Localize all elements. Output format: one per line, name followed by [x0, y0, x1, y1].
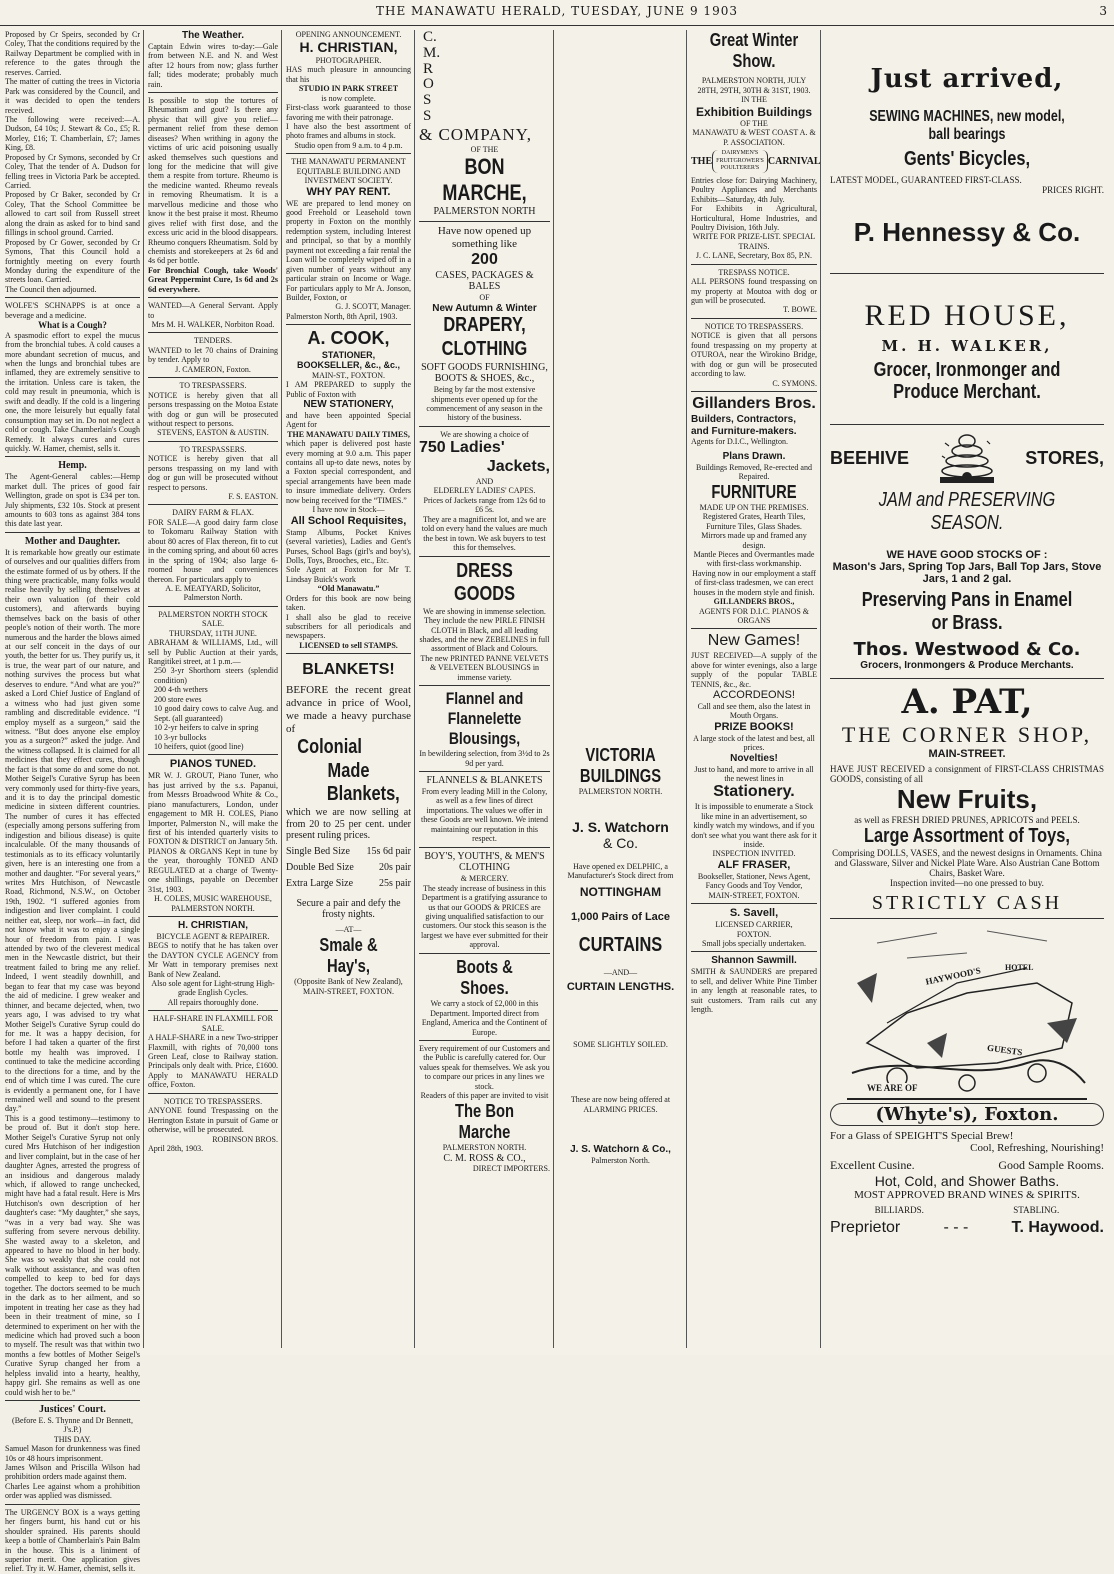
- made-line: MADE UP ON THE PREMISES.: [699, 502, 809, 512]
- cases-line: CASES, PACKAGES & BALES: [435, 269, 534, 293]
- justices-case: Samuel Mason for drunkenness was fined 10s or 48 hours imprisonment.: [5, 1444, 140, 1463]
- curtains-heading: CURTAINS: [578, 933, 663, 956]
- wanted-name: Mrs M. H. WALKER, Norbiton Road.: [151, 320, 275, 330]
- pn-line: PALMERSTON NORTH: [433, 205, 536, 217]
- jam-line: JAM and PRESERVING SEASON.: [878, 489, 1056, 534]
- jh-text: Just to hand, and more to arrive in all the newest lines in: [694, 764, 814, 783]
- wolfe-note: WOLFE'S SCHNAPPS is at once a beverage and a medicine.: [5, 301, 140, 320]
- carnival-word: CARNIVAL: [767, 155, 821, 167]
- fresh-line: as well as FRESH DRIED PRUNES, APRICOTS and PEELS.: [854, 815, 1080, 825]
- hemp-heading: Hemp.: [58, 460, 87, 472]
- soiled-line: SOME SLIGHTLY SOILED.: [573, 1039, 668, 1049]
- watchorn-heading: J. S. Watchorn: [572, 818, 669, 835]
- readers-text: Readers of this paper are invited to visit: [420, 1091, 549, 1101]
- cook-text: Sole Agent at Foxton for Mr T. Lindsay Buick's work: [286, 565, 411, 584]
- stock-item: 10 3-yr bullocks: [154, 732, 207, 742]
- column-rule: [553, 30, 554, 1348]
- inspection-line: INSPECTION INVITED.: [712, 849, 796, 859]
- dress-goods-heading: DRESS GOODS: [453, 559, 516, 606]
- trespass-notice: NOTICE is hereby given that all persons trespassing on my land with dog or gun will be prosecuted without respect to persons.: [148, 454, 278, 492]
- fraser-text: Bookseller, Stationer, News Agent, Fancy Goods and Toy Vendor,: [697, 871, 811, 891]
- stationery-heading: Stationery.: [713, 783, 795, 801]
- corner-heading: THE CORNER SHOP,: [841, 722, 1093, 747]
- column-7: [822, 30, 1112, 1348]
- the-word: THE: [691, 155, 713, 167]
- carnival-brace: [712, 150, 768, 173]
- hotel-sign: HAYWOOD'S: [924, 965, 982, 987]
- nottingham-line: NOTTINGHAM: [579, 884, 662, 899]
- council-para: The Council then adjourned.: [5, 284, 97, 294]
- billiards-text: BILLIARDS.: [874, 1205, 924, 1215]
- school-heading: All School Requisites,: [290, 514, 407, 527]
- opening-text: is now complete.: [321, 93, 376, 103]
- speights-line: For a Glass of SPEIGHT'S Special Brew!: [830, 1130, 1014, 1142]
- toys-heading: Large Assortment of Toys,: [864, 825, 1070, 847]
- made-line: Made: [327, 759, 370, 782]
- pairs-line: 1,000 Pairs of Lace: [570, 910, 671, 923]
- trespass-heading: TO TRESPASSERS.: [179, 444, 247, 454]
- smale-address: MAIN-STREET, FOXTON.: [302, 986, 395, 996]
- justices-case: Charles Lee against whom a prohibition order was applied was dismissed.: [5, 1481, 140, 1501]
- column-6: [688, 30, 820, 1348]
- letter: S: [423, 107, 432, 124]
- size-label: Extra Large Size: [286, 877, 354, 889]
- savell-text: Small jobs specially undertaken.: [702, 939, 806, 949]
- rheumo-ad: Is possible to stop the tortures of Rheumatism and gout? Is there any physic that will give you relief—permanent relief from these demon diseases? When writhing in agony the victims of uric acid poisoning usually asked themselves such questions and long for the medicine that will give them a respite from torture. Rheumo is the medicine wanted. Rheumo reveals in removing Rheumatism. It is a marvellous medicine and those who know it the best praise it most. Rheumo gives relief with first dose, and the excess uric acid in the blood disappears. Rheumo conquers Rheumatism. Sold by chemists and storekeepers at 2s 6d and 4s 6d per bottle.: [148, 95, 278, 266]
- carry-text: We carry a stock of £2,000 in this Department. Imported direct from England, America and the Continent of Europe.: [421, 999, 548, 1037]
- photographer-name: H. CHRISTIAN,: [299, 39, 398, 56]
- cough-article: A spasmodic effort to expel the mucus from the bronchial tubes. A cold causes a more abundant secretion of mucus, and when the lungs and bronchial tubes are inflamed, they are extremely sensitive to the irritation. Unless care is taken, the cold may result in pneumonia, which is swift and deadly. If the cold is a lingering one, the more leisurely but equally fatal consumption may set in. Do not neglect a cold or cough. Take Chamberlain's Cough Remedy. It always cures and cures quickly. W. Hamer, chemist, sells it.: [5, 330, 140, 453]
- fruits-heading: New Fruits,: [896, 784, 1038, 814]
- gillanders-agents: Agents for D.I.C., Wellington.: [691, 437, 788, 447]
- wines-line: MOST APPROVED BRAND WINES & SPIRITS.: [854, 1189, 1080, 1201]
- justices-case: James Wilson and Priscilla Wilson had prohibition orders made against them.: [5, 1463, 140, 1482]
- jars-line: Mason's Jars, Spring Top Jars, Ball Top Jars, Stove Jars, 1 and 2 gal.: [832, 561, 1102, 585]
- just-arrived-heading: Just arrived,: [870, 64, 1064, 94]
- brace-item: POULTERER'S: [720, 165, 760, 172]
- being-text: Being by far the most extensive shipments ever opened up for the commencement of any season in the history of the business.: [426, 385, 543, 423]
- reg-text: Registered Grates, Hearth Tiles, Furniture Tiles, Glass Shades.: [702, 512, 806, 531]
- christian-heading: H. CHRISTIAN,: [178, 919, 248, 931]
- flannel-heading: Flannel and Flannelette Blousings,: [445, 689, 524, 749]
- column-rule: [414, 30, 415, 1348]
- mother-article: It is remarkable how greatly our estimate of ourselves and our qualities differs from the estimate formed of us by others. If the thing were practicable, many folks would realise heavily by selling themselves at their own valuation (of their cold customers), and afterwards buying themselves back on the basis of other people's notion of their worth. The more numerous and the harder the blows aimed at our self conceit in the days of our youth, the better for us. They purify us, it is true, the wear part of our nature, and nothing survives the process but what deserves to endure. “And what are you?” asked a Lord Chief Justice of England of a witness who had just given some rambling and discreditable evidence. “I employ myself as a surgeon,” said the witness. “But does anyone else employ you as a surgeon?” asked the judge. And the witness collapsed. It is claimed for all medicines that they effect cures, though the fact is that some do and some do not. Mother Seigel's Curative Syrup has been very commonly used for thirty-five years, and it is to day the principal domestic medicine in sixteen different countries. The number of cures it has effected (especially among persons suffering from indigestion and bilious disease) is quite incalculable. Of the many thousands of testimonials as to its efficacy voluntarily given, here is an interesting one from a mother and daughter. “For several years,” writes Mrs Hutchison, of Newcastle Road, Richmond, N.S.W., on October 19th, 1902. “I suffered agonies from indigestion and liver complaint. I could neither eat, sleep, nor work—in fact, did not know what it was to enjoy a single hour of freedom from pain. I was attended by two of the cleverest medical men in the Newcastle district, but their treatment failed to bring me any relief. Indeed, I went steadily downhill, and began to fear that my case was beyond the aid of medicine. I grew weaker and thinner, and became dejected, when, two years ago, I was advised to try what Mother Seigel's Curative Syrup could do for me. It was a happy decision, for before I had taken a quarter of the first bottle my health was improved. I continued to take the medicine according to the directions for a time, and by the end of which time I was cured. The cure is evidently a permanent one, for I have remained well and sound to the present day.”: [5, 547, 140, 1114]
- cook-text: and have been appointed Special Agent for: [286, 410, 411, 430]
- piano-name: H. COLES, MUSIC WAREHOUSE, PALMERSTON NORTH.: [154, 894, 272, 913]
- westwood-heading: Thos. Westwood & Co.: [853, 639, 1081, 660]
- letter: R: [423, 60, 434, 77]
- trespass-name: ROBINSON BROS.: [212, 1134, 278, 1144]
- count-200: 200: [471, 250, 498, 268]
- accordeons-heading: ACCORDEONS!: [713, 689, 795, 702]
- christian-ad: BEGS to notify that he has taken over the DAYTON CYCLE AGENCY from Mr Watt in temporary premises next Bank of New Zealand.: [148, 941, 278, 979]
- column-3: [283, 30, 414, 1348]
- fraser-heading: ALF FRASER,: [717, 858, 791, 871]
- rent-name: G. J. SCOTT, Manager.: [335, 302, 411, 312]
- justices-sub: (Before E. S. Thynne and Dr Bennett, J's.P.): [12, 1415, 133, 1435]
- opening-hours: Studio open from 9 a.m. to 4 p.m.: [294, 140, 403, 150]
- society-heading: THE MANAWATU PERMANENT EQUITABLE BUILDING AND INVESTMENT SOCIETY.: [291, 157, 406, 186]
- column-4: [416, 30, 553, 1348]
- dairy-heading: DAIRY FARM & FLAX.: [172, 508, 254, 518]
- guests-word: GUESTS: [986, 1042, 1024, 1058]
- write-line: WRITE FOR PRIZE-LIST. SPECIAL TRAINS.: [692, 232, 816, 251]
- showing-line: We are showing a choice of: [440, 429, 529, 439]
- rent-date: Palmerston North, 8th April, 1903.: [286, 311, 398, 321]
- agents-line: AGENTS FOR D.I.C. PIANOS & ORGANS: [698, 606, 809, 625]
- pat-heading: A. PAT,: [901, 682, 1033, 722]
- hotel-illustration: [847, 923, 1087, 1099]
- savell-heading: S. Savell,: [729, 907, 779, 920]
- we-are-of: WE ARE OF: [867, 1083, 918, 1093]
- hennessy-heading: P. Hennessy & Co.: [853, 217, 1081, 247]
- ross-line: C. M. ROSS & CO.,: [443, 1152, 526, 1164]
- secure-line: Secure a pair and defy the frosty nights.: [296, 897, 401, 921]
- stamps-line: LICENSED to sell STAMPS.: [299, 640, 398, 650]
- cook-text: Orders for this book are now being taken.: [286, 593, 411, 613]
- winter-show-heading: Great Winter Show.: [709, 30, 799, 72]
- bon-marche-footer: The Bon Marche: [454, 1100, 515, 1142]
- column-5: [555, 30, 686, 1348]
- stock-item: 200 4-th wethers: [154, 685, 208, 695]
- mother-article-2: This is a good testimony—testimony to be proud of. But it don't stop here. Mother Seigel's Curative Syrup not only cured Mrs Hutchison of her indigestion and liver complaint, but in the case of her daughter Agnes, arrested the progress of an insidious and dangerous malady which, if allowed to range unchecked, might have had a fatal result. Here is Mrs Hutchison's own description of her daughter's case: “My daughter,” she says, “was in a very bad way. She was suffering from severe nervous debility. She wasted away to a skeleton, and appeared to have no blood in her body. She was so weakly that she could not walk without assistance, and was often compelled to keep to bed for days together. The doctors seemed to be much in the dark as to her ailment, and so impotent in treating her case as they had been in their treatment of mine, so I determined to experiment on her with the medicine which had proved such a boon to myself. The result was that within two months a few bottles of Mother Seigel's Curative Syrup changed her from a helpless invalid into a hearty, healthy, happy girl. She remains as well as one could wish her to be.”: [5, 1113, 140, 1397]
- sawmill-heading: Shannon Sawmill.: [711, 955, 797, 967]
- novelties-heading: Novelties!: [730, 752, 778, 764]
- cuisine-row: [830, 1158, 1104, 1173]
- call-text: Call and see them, also the latest in Mouth Organs.: [697, 702, 811, 721]
- forex-text: For Exhibits in Agricultural, Horticultural, Home Industries, and Poultry Division, 16th July.: [691, 204, 817, 232]
- westwood-trade: Grocers, Ironmongers & Produce Merchants.: [860, 660, 1074, 671]
- walker-line: M. H. WALKER,: [881, 337, 1053, 355]
- panne-text: The new PRINTED PANNE VELVETS & VELVETEEN BLOUSINGS in immense variety.: [420, 653, 549, 682]
- carnival-row: [691, 150, 821, 173]
- facilities-row: [830, 1205, 1104, 1215]
- christian-ad-2: Also sole agent for Light-strung High-grade English Cycles.: [151, 978, 275, 998]
- cook-text: which paper is delivered post haste every morning at 9.0 a.m. This paper contains all up-to date news, notes by a Foxton special correspondent, and special arrangements have been made to insure immediate delivery. Orders now being received for the “TIMES.”: [286, 439, 411, 505]
- dash-line: - - -: [943, 1219, 969, 1236]
- importers-line: DIRECT IMPORTERS.: [472, 1164, 550, 1174]
- trespass-heading: NOTICE TO TRESPASSERS.: [163, 1096, 263, 1106]
- weather-heading: The Weather.: [181, 30, 245, 41]
- whytes-heading: (Whyte's), Foxton.: [830, 1103, 1104, 1126]
- cuisine-text: Excellent Cusine.: [830, 1158, 915, 1172]
- main-street-line: MAIN-STREET.: [928, 748, 1006, 760]
- gillanders-trade: and Furniture-makers.: [691, 425, 797, 437]
- studio-line: STUDIO IN PARK STREET: [298, 84, 399, 94]
- piano-ad: MR W. J. GROUT, Piano Tuner, who has just arrived by the s.s. Papanui, from Messrs Broadwood White & Co., piano manufacturers, London, under engagement to MR H. COLES, Piano Importer, Palmerston N., will make the first of his intended quarterly visits to FOXTON & DISTRICT on January 5th.: [148, 771, 278, 847]
- prices-line: Prices of Jackets range from 12s 6d to £6 5s.: [423, 495, 546, 515]
- cmross-letters: [419, 30, 550, 125]
- tenders-ad: WANTED to let 70 chains of Draining by tender. Apply to: [148, 345, 278, 365]
- stock-item: 200 store ewes: [154, 694, 202, 704]
- cook-text: I AM PREPARED to supply the Public of Foxton with: [286, 380, 411, 399]
- grocer-line: Grocer, Ironmonger and Produce Merchant.: [873, 359, 1061, 403]
- trespass-date: April 28th, 1903.: [148, 1143, 204, 1153]
- every-text: Every requirement of our Customers and the Public is carefully catered for. Our values speak for themselves. We ask you to compare our prices in any lines we stock.: [419, 1043, 550, 1091]
- council-para: Proposed by Cr Gower, seconded by Cr Symons, That this Council hold a fortnightly meeting on every fourth Monday during the expenditure of the streets loan. Carried.: [5, 237, 140, 285]
- brace-item: FRUITGROWER'S: [716, 157, 764, 164]
- dates-line: PALMERSTON NORTH, JULY 28TH, 29TH, 30TH & 31ST, 1903.: [697, 76, 811, 95]
- company-line: & COMPANY,: [419, 124, 532, 144]
- sewing-line: SEWING MACHINES, new model, ball bearings: [869, 108, 1065, 143]
- proprietor-name: T. Haywood.: [1011, 1219, 1104, 1236]
- at-line: —AT—: [335, 925, 362, 935]
- size-price: 20s pair: [379, 862, 411, 874]
- letter: M.: [423, 44, 441, 61]
- savell-town: FOXTON.: [736, 929, 772, 939]
- cook-trade: STATIONER,: [321, 349, 376, 360]
- stabling-text: STABLING.: [1013, 1205, 1060, 1215]
- christian-ad-3: All repairs thoroughly done.: [167, 997, 259, 1007]
- prize-heading: PRIZE BOOKS!: [714, 720, 794, 733]
- large-text: A large stock of the latest and best, all prices.: [693, 733, 815, 753]
- trespass-heading: TRESPASS NOTICE.: [718, 267, 790, 277]
- savell-trade: LICENSED CARRIER,: [715, 920, 793, 930]
- stock-item: 10 good dairy cows to calve Aug. and Sept. (all guaranteed): [154, 704, 278, 723]
- flannels-heading: FLANNELS & BLANKETS: [426, 775, 543, 787]
- lengths-line: CURTAIN LENGTHS.: [566, 980, 675, 993]
- colonial-line: Colonial: [297, 736, 362, 759]
- mother-heading: Mother and Daughter.: [24, 535, 121, 547]
- autumn-line: New Autumn & Winter: [432, 302, 537, 314]
- boots-heading: Boots & Shoes.: [456, 956, 513, 998]
- size-price: 15s 6d pair: [366, 846, 411, 858]
- cook-text: I have now in Stock—: [312, 505, 385, 515]
- ladies-line: 750 Ladies': [419, 439, 505, 457]
- from-text: From every leading Mill in the Colony, as well as a few lines of direct importations. The values we offer in these Goods are well known. We intend maintaining our reputation in this respect.: [421, 787, 548, 844]
- immense-line: We are showing in immense selection.: [423, 606, 546, 616]
- rent-heading: WHY PAY RENT.: [306, 185, 391, 198]
- of-line: OF: [479, 293, 490, 303]
- prices-right: PRICES RIGHT.: [1042, 185, 1104, 195]
- size-row: [286, 846, 411, 858]
- trespass-notice: ANYONE found Trespassing on the Herrington Estate in pursuit of Game or otherwise, will be prosecuted.: [148, 1106, 278, 1135]
- opening-text: HAS much pleasure in announcing that his: [286, 65, 411, 84]
- sawmill-text: SMITH & SAUNDERS are prepared to sell, and deliver White Pine Timber in any length at reasonable rates, to suit customers. Tram rails cut any length.: [691, 967, 817, 1015]
- games-text: JUST RECEIVED—A supply of the above for winter evenings, also a large supply of the popular TABLE TENNIS, &c., &c.: [691, 651, 817, 689]
- column-2: [145, 30, 281, 1348]
- bon-marche-heading: BON MARCHE,: [442, 153, 527, 205]
- include-text: They include the new PIRLE FINISH CLOTH in Black, and all leading shades, and the new ZEBELINES in full assortment of Black and Colours.: [419, 616, 550, 654]
- stock-item: 250 3-yr Shorthorn steers (splendid condition): [154, 666, 278, 685]
- stores-word: STORES,: [1025, 447, 1104, 468]
- of-line: OF THE: [740, 118, 768, 128]
- justices-heading: Justices' Court.: [39, 1404, 106, 1416]
- plans-heading: Plans Drawn.: [722, 450, 786, 462]
- pn-line: PALMERSTON NORTH.: [578, 787, 663, 797]
- offered-text: These are now being offered at ALARMING PRICES.: [570, 1095, 671, 1114]
- column-rule: [143, 30, 144, 1348]
- trespass-notice: ALL PERSONS found trespassing on my property at Moutoa with dog or gun will be prosecuted.: [691, 277, 817, 305]
- blankets-text: which we are now selling at from 20 to 25 per cent. under present ruling prices.: [286, 806, 411, 842]
- cook-trade: BOOKSELLER, &c., &c.,: [296, 360, 401, 371]
- size-label: Double Bed Size: [286, 862, 354, 874]
- beehive-row: [830, 431, 1104, 485]
- rent-ad: WE are prepared to lend money on good Freehold or Leasehold town property in Foxton on the monthly redemption system, including Interest and principal, so that by a monthly payment not exceeding a fair rental the Loan will be completely wiped off in a given number of years without any particular strain on Income or Wage. For particulars apply to Mr A. Jonson, Builder, Foxton, or: [286, 198, 411, 302]
- hemp-article: The Agent-General cables:—Hemp market dull. The prices of good fair Wellington, grade on spot is £34 per ton. July shipments, £32 10s. Stock at present amounts to 603 tons as against 384 tons this date last year.: [5, 472, 140, 529]
- pans-line: Preserving Pans in Enamel or Brass.: [861, 589, 1073, 634]
- and-line: —AND—: [603, 967, 638, 977]
- piano-heading: PIANOS TUNED.: [169, 758, 257, 771]
- dairy-name: A. E. MEATYARD, Solicitor, Palmerston North.: [165, 583, 261, 603]
- mag-text: They are a magnificent lot, and we are told on every hand the values are much the best in town. We ask buyers to test this for themselves.: [421, 514, 548, 553]
- justices-day: THIS DAY.: [53, 1434, 92, 1444]
- steady-text: The steady increase of business in this Department is a gratifying assurance to us that our GOODS & PRICES are giving unqualified satisfaction to our customers. Our stock this season is the largest we have ever submitted for their approval.: [421, 883, 548, 950]
- good-stocks-line: WE HAVE GOOD STOCKS OF :: [886, 549, 1048, 561]
- inspection-line: Inspection invited—no one pressed to buy.: [890, 878, 1044, 888]
- dairy-ad: FOR SALE—A good dairy farm close to Tokomaru Railway Station with about 80 acres of Flax thereon, fit to cut in the coming spring, and about 60 acres in the spring of 1904; also large 6-roomed house and conveniences thereon. For particulars apply to: [148, 517, 278, 584]
- tenders-heading: TENDERS.: [194, 336, 232, 346]
- stock-heading: PALMERSTON NORTH STOCK SALE.: [158, 609, 268, 629]
- blankets-heading: BLANKETS!: [302, 661, 395, 679]
- council-para: Proposed by Cr Speirs, seconded by Cr Coley, That the conditions required by the Railway Department be complied with in reference to the gates through the reserves. Carried.: [5, 30, 140, 77]
- new-games-heading: New Games!: [707, 632, 801, 650]
- council-para: Proposed by Cr Baker, seconded by Cr Coley, That the School Committee be allowed to cart soil from Russell street along the drain as asked for to bind sand fillings in school ground. Carried.: [5, 190, 140, 238]
- flaxmill-ad: A HALF-SHARE in a new Two-stripper Flaxmill, with rights of 70,000 tons Green Leaf, close to Railway station. Principals only dealt with. Price, £1600. Apply to MANAWATU HERALD office, Foxton.: [148, 1033, 278, 1090]
- victoria-heading: VICTORIA BUILDINGS: [579, 745, 662, 787]
- smale-sub: (Opposite Bank of New Zealand),: [294, 977, 403, 987]
- of-line: OF THE: [470, 144, 499, 154]
- bicycles-line: Gents' Bicycles,: [903, 148, 1031, 170]
- opening-text: First-class work guaranteed to those favoring me with their patronage.: [286, 103, 411, 122]
- boots-line: BOOTS & SHOES, &c.,: [434, 373, 535, 385]
- mercery-line: & MERCERY.: [460, 874, 509, 884]
- imp-text: It is impossible to enumerate a Stock like mine in an advertisement, so kindly watch my windows, and if you don't see what you want there ask for it inside.: [691, 802, 817, 850]
- lane-line: J. C. LANE, Secretary, Box 85, P.N.: [695, 251, 813, 261]
- column-1: [2, 30, 143, 1574]
- gillanders-heading: Gillanders Bros.: [692, 394, 816, 412]
- size-price: 25s pair: [379, 877, 411, 889]
- boys-heading: BOY'S, YOUTH'S, & MEN'S CLOTHING: [424, 850, 545, 874]
- watchorn-footer: J. S. Watchorn & Co.,: [570, 1144, 671, 1156]
- bewildering-line: In bewildering selection, from 3½d to 2s 9d per yard.: [419, 749, 550, 768]
- in-line: IN THE: [741, 95, 767, 105]
- jackets-line: Jackets,: [486, 458, 550, 476]
- soft-line: SOFT GOODS FURNISHING,: [421, 361, 548, 373]
- smale-heading: Smale & Hay's,: [319, 934, 378, 976]
- cook-address: MAIN-ST., FOXTON.: [311, 370, 386, 380]
- latest-line: LATEST MODEL, GUARANTEED FIRST-CLASS.: [830, 175, 1022, 185]
- blankets-line: Blankets,: [326, 783, 400, 806]
- cook-text: Stamp Albums, Pocket Knives (several varieties), Ladies and Gent's Purses, School Bags (girl's and boy's), Dolls, Toys, Brooches, etc., Etc.: [286, 527, 411, 565]
- cook-text: I shall also be glad to receive subscribers for all periodicals and newspapers.: [286, 612, 411, 641]
- page-number: 3: [1099, 4, 1108, 18]
- red-house-heading: RED HOUSE,: [864, 299, 1070, 332]
- bronchial-ad: For Bronchial Cough, take Woods' Great Peppermint Cure, 1s 6d and 2s 6d everywhere.: [148, 265, 278, 294]
- opening-heading: OPENING ANNOUNCEMENT.: [295, 30, 402, 39]
- opening-text: I have also the best assortment of photo frames and albums in stock.: [286, 122, 411, 141]
- cook-stationery: NEW STATIONERY,: [303, 399, 394, 411]
- tenders-name: J. CAMERON, Foxton.: [175, 364, 251, 374]
- council-para: Proposed by Cr Symons, seconded by Cr Coley, That the tender of A. Dudson for felling trees in Victoria Park be accepted. Carried.: [5, 152, 140, 190]
- brace-item: DAIRYMEN'S: [721, 150, 759, 157]
- baths-line: Hot, Cold, and Shower Baths.: [874, 1173, 1060, 1189]
- mantle-text: Mantle Pieces and Overmantles made with first-class workmanship.: [693, 549, 815, 569]
- council-para: The matter of cutting the trees in Victoria Park was considered by the Council, and it was decided to open the tenders received.: [5, 77, 140, 115]
- rooms-text: Good Sample Rooms.: [998, 1158, 1104, 1172]
- piano-ad-2: PIANOS & ORGANS Kept in tune by the year, thoroughly TONED AND REGULATED at a charge of Twenty-one shillings, payable on December 31st, 1903.: [148, 846, 278, 894]
- pn-line: PALMERSTON NORTH.: [442, 1143, 527, 1153]
- received-text: HAVE JUST RECEIVED a consignment of FIRST-CLASS CHRISTMAS GOODS, consisting of all: [830, 764, 1104, 784]
- column-rule: [281, 30, 282, 1348]
- photographer-trade: PHOTOGRAPHER.: [315, 55, 382, 65]
- stock-date: THURSDAY, 11TH JUNE.: [169, 628, 257, 638]
- stock-ad: ABRAHAM & WILLIAMS, Ltd., will sell by Public Auction at their yards, Rangitikei street, at 1 p.m.—: [148, 638, 278, 667]
- blankets-text: BEFORE the recent great advance in price of Wool, we made a heavy purchase of: [286, 684, 411, 736]
- council-para: The following were received:—A. Dudson, £4 10s; J. Stewart & Co., £5; R. Morley, £16; T. Chamberlain, £7; James King, £8.: [5, 114, 140, 153]
- trespass-name: C. SYMONS.: [772, 378, 817, 388]
- old-manawatu: “Old Manawatu.”: [317, 584, 380, 594]
- assoc-line: MANAWATU & WEST COAST A. & P. ASSOCIATION.: [692, 128, 816, 147]
- flaxmill-heading: HALF-SHARE IN FLAXMILL FOR SALE.: [153, 1014, 273, 1033]
- letter: C.: [423, 29, 437, 45]
- stock-item: 10 heifers, quiot (good line): [154, 741, 244, 751]
- masthead-title: THE MANAWATU HERALD, TUESDAY, JUNE 9 1903: [376, 4, 738, 18]
- size-row: [286, 862, 411, 874]
- wanted-ad: WANTED—A General Servant. Apply to: [148, 301, 278, 320]
- fraser-address: MAIN-STREET, FOXTON.: [708, 890, 800, 900]
- refreshing-line: Cool, Refreshing, Nourishing!: [970, 1142, 1104, 1154]
- weather-text: Captain Edwin wires to-day:—Gale from between N.E. and N. and West after 12 hours from now; glass further fall; tides moderate; probably much rain.: [148, 41, 278, 89]
- trespass-heading: TO TRESPASSERS.: [179, 381, 247, 391]
- hotel-sign-2: HOTEL: [1005, 963, 1034, 972]
- capes-line: ELDERLEY LADIES' CAPES.: [433, 486, 536, 496]
- having-text: Having now in our employment a staff of first-class tradesmen, we can erect houses in the modern style and finish.: [692, 568, 816, 597]
- gillanders-footer: GILLANDERS BROS.,: [713, 597, 795, 607]
- and-line: AND: [475, 477, 494, 487]
- masthead: [0, 4, 1114, 26]
- pn-line: Palmerston North.: [591, 1156, 650, 1166]
- christian-sub: BICYCLE AGENT & REPAIRER.: [156, 931, 270, 941]
- trespass-name: STEVENS, EASTON & AUSTIN.: [157, 428, 269, 438]
- letter: S: [423, 92, 432, 108]
- strictly-cash: STRICTLY CASH: [871, 892, 1063, 914]
- cough-heading: What is a Cough?: [38, 320, 107, 331]
- exhibition-heading: Exhibition Buildings: [696, 104, 812, 119]
- trespass-name: F. S. EASTON.: [228, 492, 278, 502]
- column-rule: [686, 30, 687, 1348]
- comprising-text: Comprising DOLLS, VASES, and the newest designs in Ornaments. China and Glassware, Silver and Nickel Plate Ware. Also Austrian Cane Bottom Chairs, Basket Ware.: [832, 848, 1102, 878]
- mirror-text: Mirrors made up and framed any design.: [701, 531, 807, 550]
- gillanders-trade: Builders, Contractors,: [691, 413, 797, 425]
- trespass-heading: NOTICE TO TRESPASSERS.: [704, 321, 804, 331]
- cook-heading: A. COOK,: [307, 328, 390, 349]
- beehive-word: BEEHIVE: [830, 447, 910, 468]
- cook-times: THE MANAWATU DAILY TIMES,: [287, 429, 410, 439]
- trespass-name: T. BOWE.: [783, 305, 817, 315]
- size-row: [286, 878, 411, 890]
- size-label: Single Bed Size: [286, 846, 350, 858]
- watchorn-co: & Co.: [602, 835, 638, 852]
- beehive-icon: [937, 431, 997, 485]
- entries-text: Entries close for: Dairying Machinery, Poultry Appliances and Merchants Exhibits—Saturday, 4th July.: [691, 175, 817, 204]
- letter: O: [423, 76, 434, 93]
- trespass-notice: NOTICE is hereby given that all persons trespassing on the Motoa Estate with dog or gun will be prosecuted without respect to persons.: [148, 390, 278, 428]
- furniture-heading: FURNITURE: [711, 481, 797, 502]
- stock-item: 10 2-yr heifers to calve in spring: [154, 723, 259, 733]
- have-line: Have now opened up something like: [437, 224, 532, 250]
- proprietor-label: Preprietor: [830, 1219, 901, 1236]
- proprietor-row: [830, 1219, 1104, 1237]
- trespass-notice: NOTICE is given that all persons found trespassing on my property at OTUROA, near the Wirokino Bridge, with dog or gun will be prosecuted according to law.: [691, 331, 817, 379]
- column-rule: [820, 30, 821, 1348]
- opened-text: Have opened ex DELPHIC, a Manufacturer's Stock direct from: [567, 861, 674, 881]
- urgency-note: The URGENCY BOX is a ways getting her fingers burnt, his hand cut or his shoulder sprained. His parents should keep a bottle of Chamberlain's Pain Balm in the house. This is a liniment of superior merit. One application gives relief. Try it. W. Hamer, chemist, sells it.: [5, 1507, 140, 1574]
- plans-text: Buildings Removed, Re-erected and Repaired.: [696, 462, 812, 482]
- drapery-heading: DRAPERY, CLOTHING: [441, 314, 528, 360]
